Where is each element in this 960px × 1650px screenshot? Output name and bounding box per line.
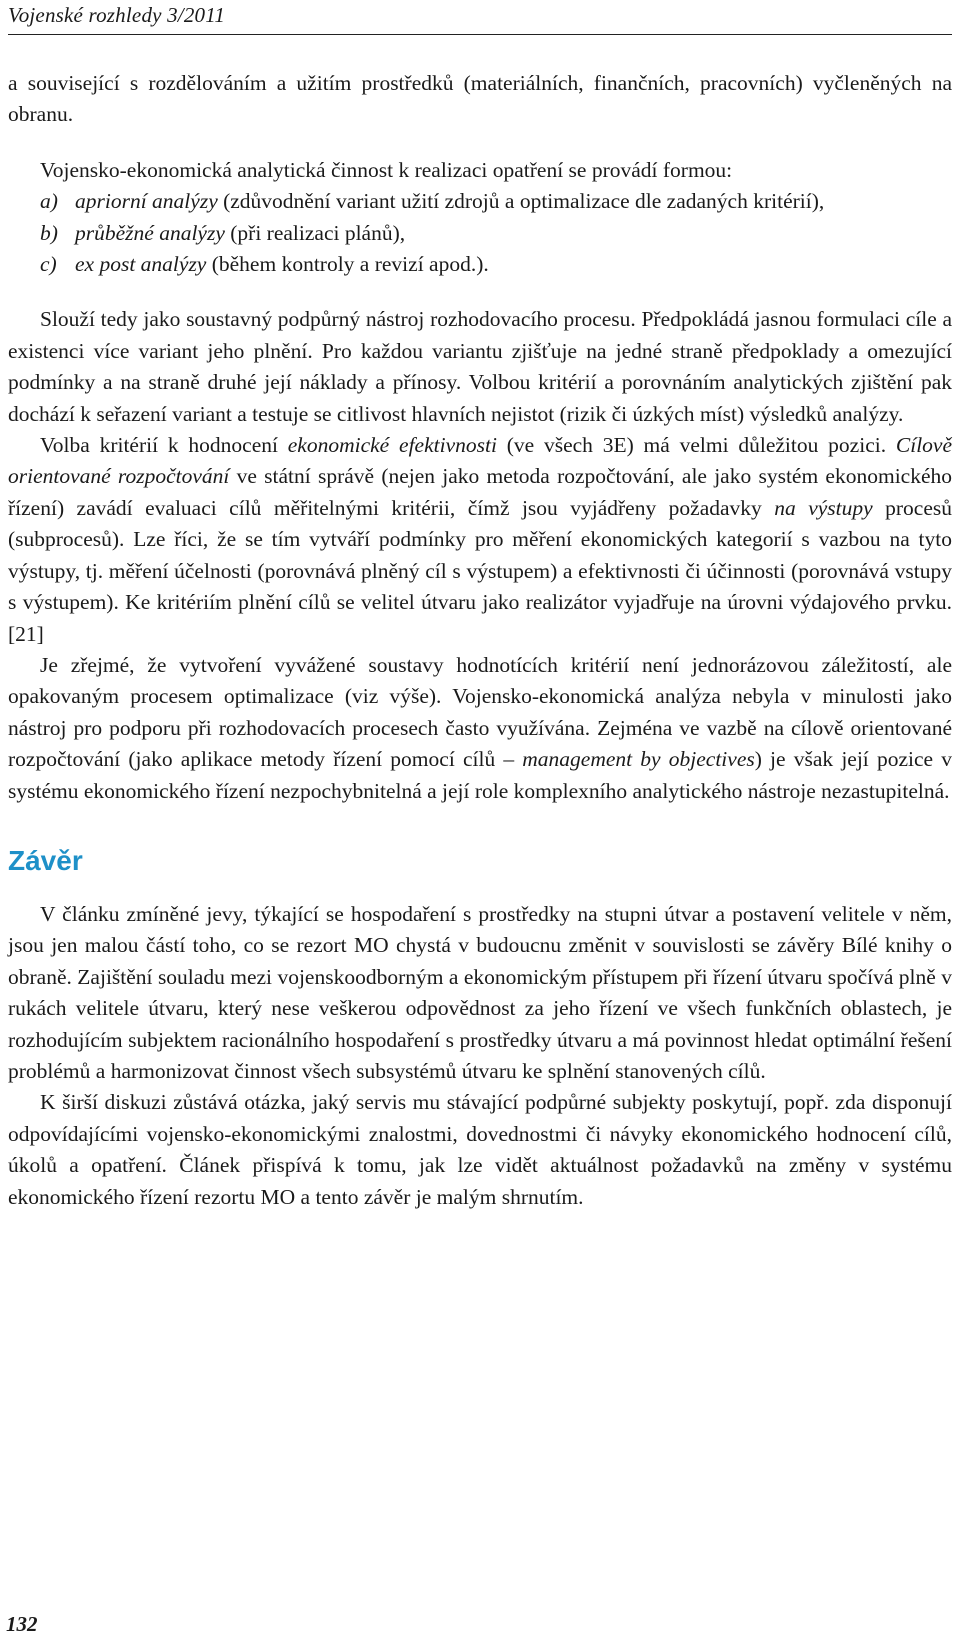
- text-run: procesů (subprocesů). Lze říci, že se tím vytváří podmínky pro měření ekonomických kategorií s vazbou na tyto výstupy, tj. měření účelnosti (porovnává plněný cíl s výstupem) a efektivnosti či účinnosti (porovnává vstupy s výstupem). Ke kritériím plnění cílů se velitel útvaru jako realizátor vyjadřuje na úrovni výdajového prvku. [21]: [8, 495, 953, 646]
- analysis-list: [8, 186, 952, 280]
- text-run: Je zřejmé, že vytvoření vyvážené soustavy hodnotících kritérií není jednorázovou záležitostí, ale opakovaným procesem optimalizace (viz výše). Vojensko-ekonomická analýza nebyla v minulosti jako nástroj pro podporu při rozhodovacích procesech často využívána. Zejména ve vazbě na cílově orientované rozpočtování (jako aplikace metody řízení pomocí cílů –: [8, 652, 952, 772]
- list-item-label: a): [40, 189, 58, 214]
- text-run: ) je však její pozice v systému ekonomického řízení nezpochybnitelná a její role komplexního analytického nástroje nezastupitelná.: [8, 747, 952, 803]
- paragraph-7: K širší diskuzi zůstává otázka, jaký servis mu stávající podpůrné subjekty poskytují, popř. zda disponují odpovídajícími vojensko-ekonomickými znalostmi, dovednostmi či návyky ekonomického hodnocení cílů, úkolů a opatření. Článek přispívá k tomu, jak lze vidět aktuálnost požadavků na změny v systému ekonomického řízení rezortu MO a tento závěr je malým shrnutím.: [8, 1090, 952, 1209]
- emphasis-text: Cílově orientované rozpočtování: [8, 433, 952, 489]
- emphasis-text: na výstupy: [774, 495, 873, 520]
- list-item: [8, 218, 952, 249]
- text-run: Volba kritérií k hodnocení: [40, 433, 288, 458]
- journal-title: Vojenské rozhledy 3/2011: [8, 3, 226, 27]
- paragraph-6: V článku zmíněné jevy, týkající se hospodaření s prostředky na stupni útvar a postavení velitele v něm, jsou jen malou částí toho, co se rezort MO chystá v budoucnu změnit v souvislosti se závěry Bílé knihy o obraně. Zajištění souladu mezi vojenskoodborným a ekonomickým přístupem při řízení útvaru spočívá plně v rukách velitele útvaru, který nese veškerou odpovědnost za jeho řízení ve všech funkčních oblastech, je rozhodujícím subjektem racionálního hospodaření s prostředky útvaru a má povinnost hledat optimální řešení problémů a harmonizovat činnost všech subsystémů útvaru ke splnění stanovených cílů.: [8, 901, 952, 1083]
- list-item-label: b): [40, 220, 58, 245]
- emphasis-text: ekonomické efektivnosti: [287, 433, 497, 458]
- section-heading: Závěr: [8, 844, 83, 876]
- paragraph-4: [8, 430, 952, 650]
- list-item-term: ex post analýzy: [75, 252, 207, 277]
- paragraph-3: Slouží tedy jako soustavný podpůrný nástroj rozhodovacího procesu. Předpokládá jasnou formulaci cíle a existenci více variant jeho plnění. Pro každou variantu zjišťuje na jedné straně předpoklady a omezující podmínky a na straně druhé její náklady a přínosy. Volbou kritérií a porovnáním analytických zjištění pak dochází k seřazení variant a testuje se citlivost hlavních nejistot (rizik či úzkých míst) výsledků analýzy.: [8, 307, 952, 426]
- text-run: (ve všech 3E) má velmi důležitou pozici.: [496, 433, 896, 458]
- list-item-text: (při realizaci plánů),: [224, 220, 406, 245]
- paragraph-5: [8, 650, 952, 807]
- list-item-text: (zdůvodnění variant užití zdrojů a optimalizace dle zadaných kritérií),: [217, 189, 825, 214]
- page-number: 132: [6, 1612, 38, 1636]
- running-header: [8, 0, 952, 35]
- list-item: [8, 249, 952, 280]
- paragraph-1: a související s rozdělováním a užitím prostředků (materiálních, finančních, pracovních) vyčleněných na obranu.: [8, 71, 952, 127]
- list-item-label: c): [40, 252, 57, 277]
- emphasis-text: management by objectives: [522, 747, 755, 772]
- list-item: [8, 186, 952, 217]
- list-item-term: apriorní analýzy: [75, 189, 218, 214]
- text-run: ve státní správě (nejen jako metoda rozpočtování, ale jako systém ekonomického řízení) zavádí evaluaci cílů měřitelnými kritérii, čímž jsou vyjádřeny požadavky: [8, 464, 952, 520]
- paragraph-2-intro: Vojensko-ekonomická analytická činnost k realizaci opatření se provádí formou:: [40, 157, 733, 182]
- list-item-term: průběžné analýzy: [75, 220, 225, 245]
- list-item-text: (během kontroly a revizí apod.).: [206, 252, 489, 277]
- article-body: [8, 68, 952, 1213]
